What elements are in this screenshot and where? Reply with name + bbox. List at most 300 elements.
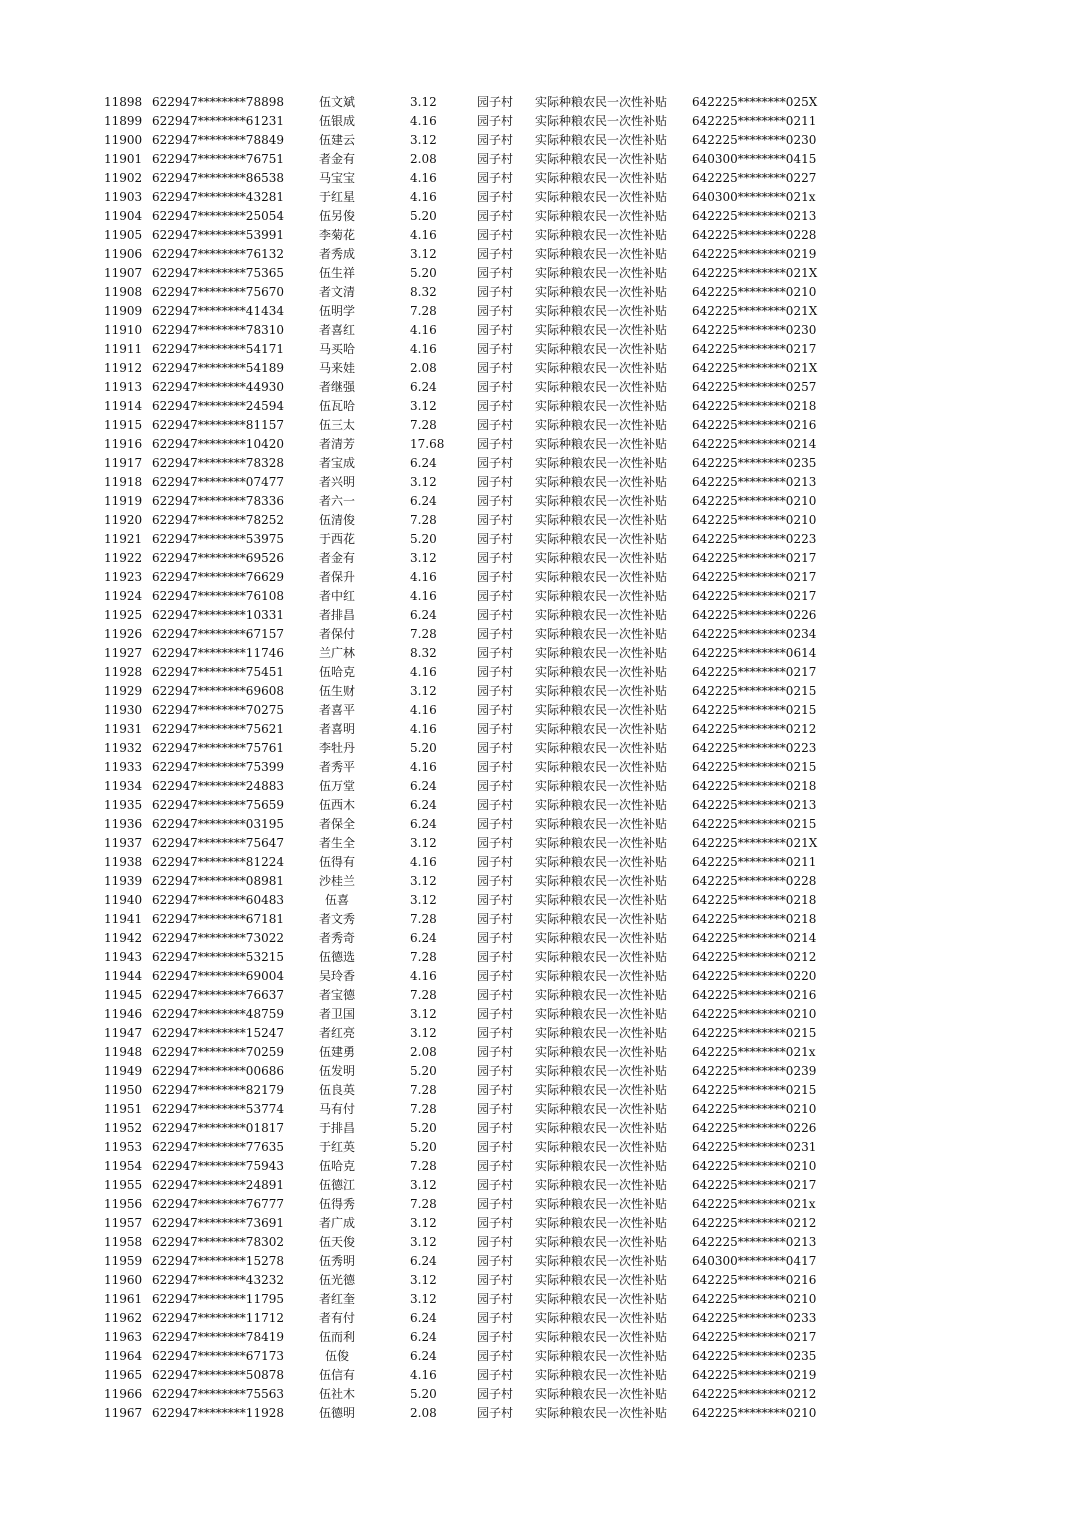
row-index: 11918 (104, 475, 143, 489)
account-number: 622947********78336 (152, 494, 284, 508)
row-index: 11916 (104, 437, 143, 451)
id-number: 642225********0230 (692, 133, 817, 147)
row-index: 11925 (104, 608, 143, 622)
subsidy-type: 实际种粮农民一次性补贴 (535, 209, 668, 223)
id-number: 642225********0210 (692, 1406, 817, 1420)
table-row (0, 1176, 1074, 1195)
table-row (0, 758, 1074, 777)
village-name: 园子村 (477, 513, 514, 527)
row-index: 11944 (104, 969, 143, 983)
village-name: 园子村 (477, 285, 514, 299)
farmer-name: 于排昌 (318, 1121, 355, 1135)
row-index: 11899 (104, 114, 143, 128)
village-name: 园子村 (477, 171, 514, 185)
id-number: 642225********0233 (692, 1311, 817, 1325)
subsidy-amount: 4.16 (410, 171, 437, 185)
village-name: 园子村 (477, 494, 514, 508)
subsidy-type: 实际种粮农民一次性补贴 (535, 589, 668, 603)
subsidy-amount: 3.12 (410, 893, 437, 907)
id-number: 642225********0216 (692, 418, 817, 432)
id-number: 642225********0215 (692, 1083, 817, 1097)
village-name: 园子村 (477, 475, 514, 489)
id-number: 642225********0217 (692, 342, 817, 356)
table-row (0, 321, 1074, 340)
village-name: 园子村 (477, 418, 514, 432)
account-number: 622947********73691 (152, 1216, 284, 1230)
row-index: 11900 (104, 133, 143, 147)
farmer-name: 伍俊 (324, 1349, 349, 1363)
row-index: 11948 (104, 1045, 143, 1059)
row-index: 11912 (104, 361, 143, 375)
subsidy-type: 实际种粮农民一次性补贴 (535, 760, 668, 774)
village-name: 园子村 (477, 741, 514, 755)
account-number: 622947********78328 (152, 456, 284, 470)
subsidy-amount: 6.24 (410, 931, 437, 945)
farmer-name: 伍德明 (318, 1406, 355, 1420)
subsidy-amount: 3.12 (410, 1273, 437, 1287)
subsidy-amount: 5.20 (410, 532, 437, 546)
subsidy-amount: 7.28 (410, 304, 437, 318)
subsidy-type: 实际种粮农民一次性补贴 (535, 817, 668, 831)
table-row (0, 264, 1074, 283)
village-name: 园子村 (477, 1387, 514, 1401)
farmer-name: 伍良英 (318, 1083, 355, 1097)
subsidy-type: 实际种粮农民一次性补贴 (535, 1406, 668, 1420)
subsidy-amount: 4.16 (410, 570, 437, 584)
table-row (0, 587, 1074, 606)
subsidy-type: 实际种粮农民一次性补贴 (535, 551, 668, 565)
farmer-name: 伍光德 (318, 1273, 355, 1287)
table-row (0, 1404, 1074, 1423)
row-index: 11922 (104, 551, 143, 565)
subsidy-type: 实际种粮农民一次性补贴 (535, 1387, 668, 1401)
table-row (0, 1233, 1074, 1252)
farmer-name: 者生全 (318, 836, 355, 850)
farmer-name: 李菊花 (318, 228, 355, 242)
farmer-name: 于红英 (318, 1140, 355, 1154)
table-row (0, 720, 1074, 739)
account-number: 622947********86538 (152, 171, 284, 185)
id-number: 642225********0226 (692, 1121, 817, 1135)
subsidy-amount: 6.24 (410, 798, 437, 812)
table-row (0, 1005, 1074, 1024)
account-number: 622947********76108 (152, 589, 284, 603)
subsidy-amount: 2.08 (410, 1045, 437, 1059)
account-number: 622947********53215 (152, 950, 284, 964)
id-number: 642225********021X (692, 836, 818, 850)
farmer-name: 者喜红 (318, 323, 355, 337)
table-row (0, 1081, 1074, 1100)
village-name: 园子村 (477, 1197, 514, 1211)
row-index: 11909 (104, 304, 143, 318)
subsidy-amount: 4.16 (410, 228, 437, 242)
table-row (0, 834, 1074, 853)
farmer-name: 者宝成 (318, 456, 355, 470)
subsidy-type: 实际种粮农民一次性补贴 (535, 133, 668, 147)
table-row (0, 910, 1074, 929)
farmer-name: 者秀平 (318, 760, 355, 774)
id-number: 642225********0210 (692, 513, 817, 527)
subsidy-amount: 6.24 (410, 1349, 437, 1363)
account-number: 622947********76629 (152, 570, 284, 584)
village-name: 园子村 (477, 779, 514, 793)
farmer-name: 者秀成 (318, 247, 355, 261)
table-row (0, 435, 1074, 454)
account-number: 622947********54189 (152, 361, 284, 375)
subsidy-amount: 4.16 (410, 969, 437, 983)
id-number: 642225********0216 (692, 988, 817, 1002)
table-row (0, 1271, 1074, 1290)
row-index: 11956 (104, 1197, 143, 1211)
table-row (0, 1157, 1074, 1176)
farmer-name: 伍哈克 (318, 665, 355, 679)
table-row (0, 131, 1074, 150)
subsidy-amount: 4.16 (410, 855, 437, 869)
row-index: 11920 (104, 513, 143, 527)
id-number: 642225********0215 (692, 703, 817, 717)
account-number: 622947********75365 (152, 266, 284, 280)
table-row (0, 302, 1074, 321)
farmer-name: 者兴明 (318, 475, 355, 489)
subsidy-type: 实际种粮农民一次性补贴 (535, 741, 668, 755)
account-number: 622947********53774 (152, 1102, 284, 1116)
subsidy-amount: 5.20 (410, 1387, 437, 1401)
subsidy-type: 实际种粮农民一次性补贴 (535, 665, 668, 679)
row-index: 11904 (104, 209, 143, 223)
row-index: 11936 (104, 817, 143, 831)
farmer-name: 马来娃 (318, 361, 355, 375)
subsidy-amount: 4.16 (410, 703, 437, 717)
row-index: 11953 (104, 1140, 143, 1154)
account-number: 622947********75761 (152, 741, 284, 755)
row-index: 11927 (104, 646, 143, 660)
village-name: 园子村 (477, 1235, 514, 1249)
village-name: 园子村 (477, 836, 514, 850)
subsidy-type: 实际种粮农民一次性补贴 (535, 1026, 668, 1040)
account-number: 622947********61231 (152, 114, 284, 128)
farmer-name: 伍得秀 (318, 1197, 355, 1211)
table-row (0, 359, 1074, 378)
table-row (0, 1100, 1074, 1119)
row-index: 11938 (104, 855, 143, 869)
subsidy-type: 实际种粮农民一次性补贴 (535, 912, 668, 926)
subsidy-amount: 4.16 (410, 190, 437, 204)
row-index: 11940 (104, 893, 143, 907)
account-number: 622947********77635 (152, 1140, 284, 1154)
subsidy-type: 实际种粮农民一次性补贴 (535, 1216, 668, 1230)
subsidy-amount: 3.12 (410, 399, 437, 413)
row-index: 11931 (104, 722, 143, 736)
table-row (0, 1195, 1074, 1214)
id-number: 642225********0217 (692, 1178, 817, 1192)
row-index: 11913 (104, 380, 143, 394)
row-index: 11949 (104, 1064, 143, 1078)
subsidy-type: 实际种粮农民一次性补贴 (535, 1349, 668, 1363)
village-name: 园子村 (477, 361, 514, 375)
village-name: 园子村 (477, 1083, 514, 1097)
account-number: 622947********76132 (152, 247, 284, 261)
row-index: 11933 (104, 760, 143, 774)
farmer-name: 伍而利 (318, 1330, 355, 1344)
table-row (0, 796, 1074, 815)
subsidy-amount: 3.12 (410, 1292, 437, 1306)
id-number: 642225********0212 (692, 1387, 817, 1401)
row-index: 11924 (104, 589, 143, 603)
account-number: 622947********76637 (152, 988, 284, 1002)
subsidy-amount: 5.20 (410, 1140, 437, 1154)
row-index: 11929 (104, 684, 143, 698)
id-number: 642225********021x (692, 1197, 816, 1211)
subsidy-amount: 7.28 (410, 950, 437, 964)
table-row (0, 1138, 1074, 1157)
table-row (0, 644, 1074, 663)
row-index: 11917 (104, 456, 143, 470)
account-number: 622947********78849 (152, 133, 284, 147)
subsidy-type: 实际种粮农民一次性补贴 (535, 608, 668, 622)
subsidy-type: 实际种粮农民一次性补贴 (535, 361, 668, 375)
subsidy-type: 实际种粮农民一次性补贴 (535, 646, 668, 660)
farmer-name: 者文秀 (318, 912, 355, 926)
account-number: 622947********11746 (152, 646, 284, 660)
farmer-name: 者六一 (318, 494, 355, 508)
subsidy-amount: 3.12 (410, 133, 437, 147)
table-row (0, 511, 1074, 530)
account-number: 622947********75670 (152, 285, 284, 299)
id-number: 642225********0218 (692, 779, 817, 793)
table-row (0, 245, 1074, 264)
subsidy-type: 实际种粮农民一次性补贴 (535, 893, 668, 907)
id-number: 642225********0231 (692, 1140, 817, 1154)
village-name: 园子村 (477, 646, 514, 660)
subsidy-amount: 3.12 (410, 1026, 437, 1040)
subsidy-amount: 4.16 (410, 1368, 437, 1382)
account-number: 622947********82179 (152, 1083, 284, 1097)
account-number: 622947********81224 (152, 855, 284, 869)
subsidy-amount: 6.24 (410, 456, 437, 470)
row-index: 11915 (104, 418, 143, 432)
id-number: 640300********021x (692, 190, 816, 204)
id-number: 642225********0215 (692, 817, 817, 831)
farmer-name: 者有付 (318, 1311, 355, 1325)
village-name: 园子村 (477, 532, 514, 546)
account-number: 622947********07477 (152, 475, 284, 489)
subsidy-amount: 2.08 (410, 1406, 437, 1420)
id-number: 642225********0235 (692, 456, 817, 470)
id-number: 642225********0215 (692, 684, 817, 698)
id-number: 642225********0230 (692, 323, 817, 337)
id-number: 642225********0210 (692, 494, 817, 508)
subsidy-type: 实际种粮农民一次性补贴 (535, 228, 668, 242)
account-number: 622947********10420 (152, 437, 284, 451)
id-number: 640300********0417 (692, 1254, 817, 1268)
table-row (0, 853, 1074, 872)
subsidy-type: 实际种粮农民一次性补贴 (535, 1254, 668, 1268)
farmer-name: 马有付 (318, 1102, 355, 1116)
subsidy-amount: 4.16 (410, 114, 437, 128)
account-number: 622947********11928 (152, 1406, 284, 1420)
account-number: 622947********75647 (152, 836, 284, 850)
row-index: 11928 (104, 665, 143, 679)
table-row (0, 283, 1074, 302)
village-name: 园子村 (477, 190, 514, 204)
farmer-name: 者清芳 (318, 437, 355, 451)
id-number: 642225********0212 (692, 1216, 817, 1230)
table-row (0, 986, 1074, 1005)
id-number: 642225********0213 (692, 798, 817, 812)
table-row (0, 701, 1074, 720)
subsidy-type: 实际种粮农民一次性补贴 (535, 1273, 668, 1287)
account-number: 622947********24594 (152, 399, 284, 413)
row-index: 11902 (104, 171, 143, 185)
village-name: 园子村 (477, 266, 514, 280)
table-row (0, 663, 1074, 682)
id-number: 642225********0257 (692, 380, 817, 394)
village-name: 园子村 (477, 1254, 514, 1268)
id-number: 642225********0217 (692, 570, 817, 584)
id-number: 642225********0213 (692, 209, 817, 223)
row-index: 11906 (104, 247, 143, 261)
subsidy-type: 实际种粮农民一次性补贴 (535, 95, 668, 109)
table-row (0, 777, 1074, 796)
farmer-name: 者排昌 (318, 608, 355, 622)
village-name: 园子村 (477, 342, 514, 356)
account-number: 622947********78898 (152, 95, 284, 109)
subsidy-amount: 3.12 (410, 1216, 437, 1230)
row-index: 11947 (104, 1026, 143, 1040)
account-number: 622947********76751 (152, 152, 284, 166)
village-name: 园子村 (477, 247, 514, 261)
id-number: 642225********0215 (692, 1026, 817, 1040)
table-row (0, 492, 1074, 511)
subsidy-type: 实际种粮农民一次性补贴 (535, 1064, 668, 1078)
table-row (0, 1043, 1074, 1062)
subsidy-amount: 6.24 (410, 817, 437, 831)
id-number: 642225********0217 (692, 1330, 817, 1344)
farmer-name: 伍明学 (318, 304, 355, 318)
subsidy-amount: 6.24 (410, 380, 437, 394)
table-row (0, 340, 1074, 359)
subsidy-type: 实际种粮农民一次性补贴 (535, 1159, 668, 1173)
account-number: 622947********43281 (152, 190, 284, 204)
id-number: 642225********0212 (692, 722, 817, 736)
account-number: 622947********25054 (152, 209, 284, 223)
account-number: 622947********60483 (152, 893, 284, 907)
farmer-name: 伍银成 (318, 114, 355, 128)
subsidy-type: 实际种粮农民一次性补贴 (535, 1140, 668, 1154)
subsidy-amount: 3.12 (410, 684, 437, 698)
subsidy-amount: 5.20 (410, 209, 437, 223)
table-row (0, 967, 1074, 986)
account-number: 622947********78252 (152, 513, 284, 527)
row-index: 11963 (104, 1330, 143, 1344)
farmer-name: 吴玲香 (318, 969, 355, 983)
row-index: 11932 (104, 741, 143, 755)
id-number: 642225********0218 (692, 893, 817, 907)
subsidy-amount: 6.24 (410, 494, 437, 508)
row-index: 11946 (104, 1007, 143, 1021)
subsidy-type: 实际种粮农民一次性补贴 (535, 285, 668, 299)
id-number: 642225********0213 (692, 1235, 817, 1249)
subsidy-amount: 8.32 (410, 285, 437, 299)
account-number: 622947********44930 (152, 380, 284, 394)
farmer-name: 伍喜 (324, 893, 349, 907)
subsidy-type: 实际种粮农民一次性补贴 (535, 969, 668, 983)
account-number: 622947********53991 (152, 228, 284, 242)
village-name: 园子村 (477, 1292, 514, 1306)
account-number: 622947********01817 (152, 1121, 284, 1135)
account-number: 622947********11795 (152, 1292, 284, 1306)
village-name: 园子村 (477, 760, 514, 774)
farmer-name: 伍文斌 (318, 95, 355, 109)
account-number: 622947********24883 (152, 779, 284, 793)
subsidy-amount: 7.28 (410, 912, 437, 926)
village-name: 园子村 (477, 1178, 514, 1192)
account-number: 622947********73022 (152, 931, 284, 945)
row-index: 11965 (104, 1368, 143, 1382)
id-number: 642225********021X (692, 361, 818, 375)
subsidy-type: 实际种粮农民一次性补贴 (535, 570, 668, 584)
farmer-name: 李牡丹 (318, 741, 355, 755)
village-name: 园子村 (477, 1045, 514, 1059)
table-row (0, 378, 1074, 397)
farmer-name: 者保升 (318, 570, 355, 584)
subsidy-type: 实际种粮农民一次性补贴 (535, 152, 668, 166)
account-number: 622947********75659 (152, 798, 284, 812)
village-name: 园子村 (477, 1311, 514, 1325)
subsidy-type: 实际种粮农民一次性补贴 (535, 722, 668, 736)
subsidy-amount: 7.28 (410, 1197, 437, 1211)
subsidy-amount: 7.28 (410, 418, 437, 432)
id-number: 642225********0210 (692, 285, 817, 299)
village-name: 园子村 (477, 912, 514, 926)
id-number: 642225********0226 (692, 608, 817, 622)
row-index: 11958 (104, 1235, 143, 1249)
village-name: 园子村 (477, 1121, 514, 1135)
village-name: 园子村 (477, 988, 514, 1002)
account-number: 622947********41434 (152, 304, 284, 318)
account-number: 622947********67181 (152, 912, 284, 926)
subsidy-amount: 8.32 (410, 646, 437, 660)
row-index: 11919 (104, 494, 143, 508)
row-index: 11941 (104, 912, 143, 926)
id-number: 642225********0234 (692, 627, 817, 641)
village-name: 园子村 (477, 969, 514, 983)
village-name: 园子村 (477, 1159, 514, 1173)
account-number: 622947********15247 (152, 1026, 284, 1040)
village-name: 园子村 (477, 817, 514, 831)
id-number: 642225********0217 (692, 589, 817, 603)
subsidy-type: 实际种粮农民一次性补贴 (535, 1121, 668, 1135)
subsidy-amount: 3.12 (410, 1235, 437, 1249)
table-row (0, 207, 1074, 226)
subsidy-type: 实际种粮农民一次性补贴 (535, 323, 668, 337)
farmer-name: 伍德选 (318, 950, 355, 964)
farmer-name: 伍另俊 (318, 209, 355, 223)
subsidy-type: 实际种粮农民一次性补贴 (535, 931, 668, 945)
subsidy-amount: 6.24 (410, 608, 437, 622)
id-number: 642225********0235 (692, 1349, 817, 1363)
id-number: 642225********0210 (692, 1292, 817, 1306)
account-number: 622947********08981 (152, 874, 284, 888)
farmer-name: 于红星 (318, 190, 355, 204)
row-index: 11942 (104, 931, 143, 945)
subsidy-type: 实际种粮农民一次性补贴 (535, 1330, 668, 1344)
row-index: 11930 (104, 703, 143, 717)
table-row (0, 1024, 1074, 1043)
village-name: 园子村 (477, 722, 514, 736)
subsidy-type: 实际种粮农民一次性补贴 (535, 114, 668, 128)
account-number: 622947********10331 (152, 608, 284, 622)
